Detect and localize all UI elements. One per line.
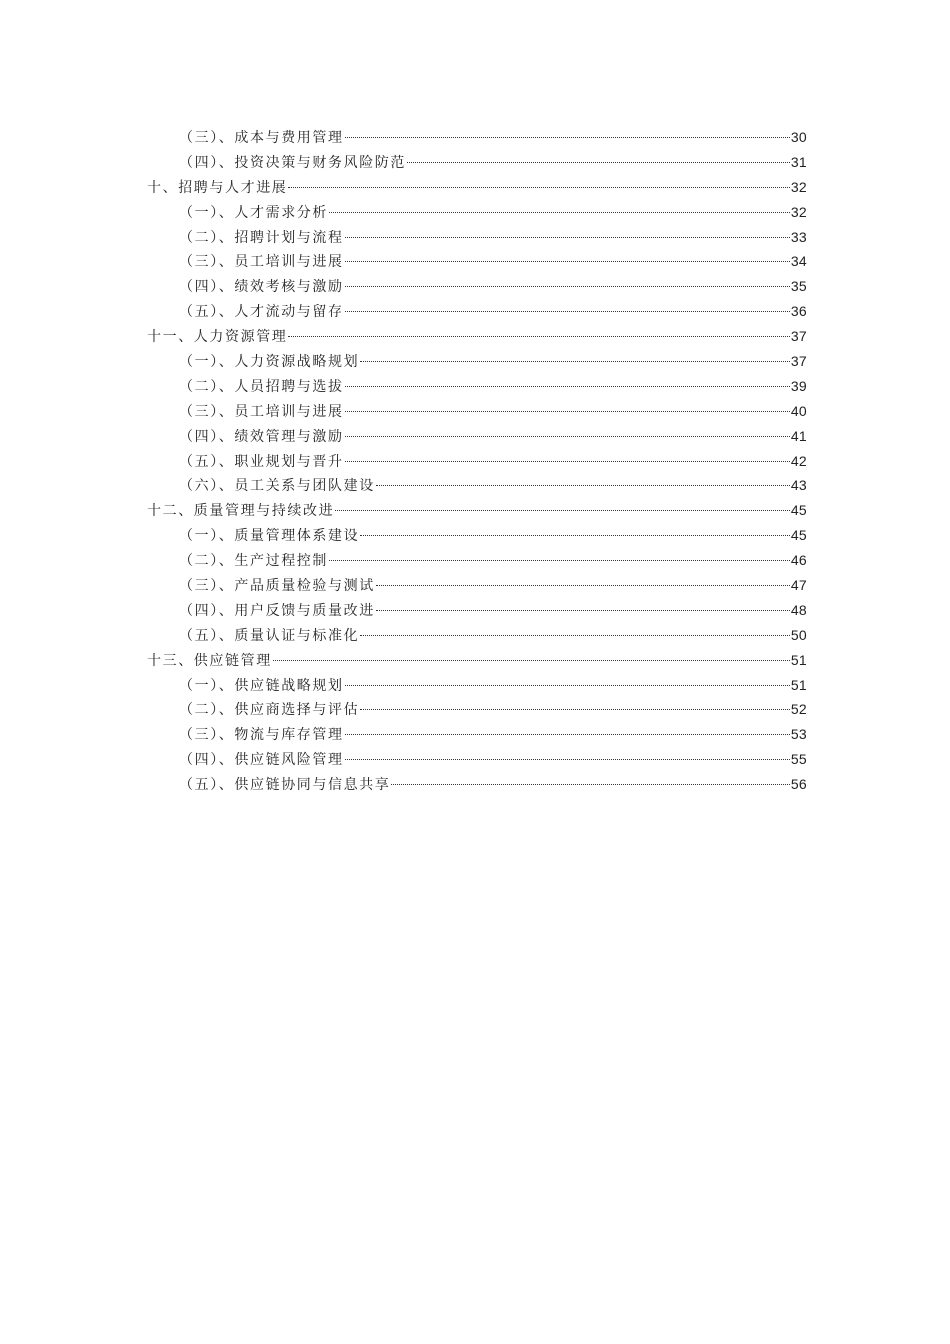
toc-dot-leader: [376, 610, 790, 611]
toc-entry-title: （二）、供应商选择与评估: [179, 702, 360, 719]
toc-dot-leader: [360, 709, 790, 710]
toc-section-entry[interactable]: [147, 349, 807, 374]
toc-entry-title: （四）、用户反馈与质量改进: [179, 602, 375, 619]
toc-dot-leader: [345, 386, 790, 387]
toc-page-number: 45: [790, 527, 807, 544]
toc-page-number: 51: [790, 651, 807, 668]
toc-section-entry[interactable]: [147, 274, 807, 299]
toc-page-number: 47: [790, 577, 807, 594]
toc-page-number: 39: [790, 377, 807, 394]
toc-dot-leader: [407, 162, 790, 163]
toc-page-number: 43: [790, 477, 807, 494]
toc-page-number: 32: [790, 178, 807, 195]
toc-section-entry[interactable]: [147, 374, 807, 399]
toc-entry-title: （一）、人才需求分析: [179, 204, 328, 221]
toc-chapter-entry[interactable]: [147, 175, 807, 200]
toc-section-entry[interactable]: [147, 548, 807, 573]
toc-entry-title: （一）、质量管理体系建设: [179, 528, 360, 545]
toc-entry-title: （二）、招聘计划与流程: [179, 229, 344, 246]
toc-section-entry[interactable]: [147, 747, 807, 772]
toc-entry-title: （五）、职业规划与晋升: [179, 453, 344, 470]
toc-page-number: 36: [790, 303, 807, 320]
toc-entry-title: （二）、人员招聘与选拔: [179, 378, 344, 395]
toc-page-number: 30: [790, 129, 807, 145]
toc-entry-title: （四）、投资决策与财务风险防范: [179, 154, 406, 171]
toc-entry-title: （五）、质量认证与标准化: [179, 627, 360, 644]
toc-page-number: 52: [790, 701, 807, 718]
toc-dot-leader: [273, 660, 790, 661]
toc-section-entry[interactable]: [147, 299, 807, 324]
toc-entry-title: （三）、员工培训与进展: [179, 254, 344, 271]
toc-page-number: 51: [790, 676, 807, 693]
toc-section-entry[interactable]: [147, 772, 807, 797]
toc-entry-title: （五）、供应链协同与信息共享: [179, 777, 391, 794]
toc-section-entry[interactable]: [147, 125, 807, 150]
toc-section-entry[interactable]: [147, 623, 807, 648]
toc-section-entry[interactable]: [147, 200, 807, 225]
toc-chapter-entry[interactable]: [147, 324, 807, 349]
toc-entry-title: （四）、绩效考核与激励: [179, 279, 344, 296]
toc-section-entry[interactable]: [147, 722, 807, 747]
toc-page-number: 37: [790, 353, 807, 370]
toc-entry-title: （六）、员工关系与团队建设: [179, 478, 375, 495]
toc-section-entry[interactable]: [147, 673, 807, 698]
toc-entry-title: （三）、成本与费用管理: [179, 130, 344, 146]
toc-page-number: 53: [790, 726, 807, 743]
toc-entry-title: （五）、人才流动与留存: [179, 304, 344, 321]
toc-dot-leader: [345, 461, 790, 462]
toc-page-number: 37: [790, 328, 807, 345]
toc-dot-leader: [345, 311, 790, 312]
toc-page-number: 40: [790, 402, 807, 419]
toc-section-entry[interactable]: [147, 573, 807, 598]
toc-section-entry[interactable]: [147, 598, 807, 623]
toc-section-entry[interactable]: [147, 424, 807, 449]
toc-dot-leader: [360, 535, 790, 536]
toc-page-number: 42: [790, 452, 807, 469]
toc-dot-leader: [345, 237, 790, 238]
toc-page-number: 35: [790, 278, 807, 295]
toc-section-entry[interactable]: [147, 449, 807, 474]
toc-page-number: 31: [790, 153, 807, 170]
toc-entry-title: （四）、绩效管理与激励: [179, 428, 344, 445]
table-of-contents: [147, 125, 807, 797]
toc-page-number: 41: [790, 427, 807, 444]
toc-dot-leader: [391, 784, 789, 785]
toc-chapter-entry[interactable]: [147, 498, 807, 523]
toc-page-number: 33: [790, 228, 807, 245]
toc-section-entry[interactable]: [147, 150, 807, 175]
toc-section-entry[interactable]: [147, 249, 807, 274]
toc-entry-title: （三）、产品质量检验与测试: [179, 578, 375, 595]
toc-dot-leader: [345, 734, 790, 735]
toc-dot-leader: [335, 510, 790, 511]
toc-page-number: 56: [790, 776, 807, 793]
toc-page-number: 50: [790, 626, 807, 643]
toc-dot-leader: [376, 485, 790, 486]
toc-entry-title: （四）、供应链风险管理: [179, 752, 344, 769]
toc-entry-title: 十三、供应链管理: [147, 652, 272, 669]
toc-dot-leader: [288, 187, 789, 188]
toc-dot-leader: [345, 286, 790, 287]
toc-dot-leader: [345, 436, 790, 437]
toc-dot-leader: [345, 261, 790, 262]
toc-entry-title: 十二、质量管理与持续改进: [147, 503, 335, 520]
toc-section-entry[interactable]: [147, 225, 807, 250]
toc-dot-leader: [360, 361, 790, 362]
toc-dot-leader: [329, 212, 790, 213]
toc-section-entry[interactable]: [147, 399, 807, 424]
toc-entry-title: （三）、员工培训与进展: [179, 403, 344, 420]
toc-page-number: 45: [790, 502, 807, 519]
toc-section-entry[interactable]: [147, 473, 807, 498]
toc-entry-title: （三）、物流与库存管理: [179, 727, 344, 744]
toc-entry-title: （一）、供应链战略规划: [179, 677, 344, 694]
toc-entry-title: （一）、人力资源战略规划: [179, 354, 360, 371]
toc-entry-title: （二）、生产过程控制: [179, 553, 328, 570]
toc-page-number: 34: [790, 253, 807, 270]
toc-entry-title: 十一、人力资源管理: [147, 329, 288, 346]
toc-chapter-entry[interactable]: [147, 648, 807, 673]
toc-dot-leader: [345, 411, 790, 412]
toc-dot-leader: [376, 585, 790, 586]
toc-dot-leader: [288, 336, 789, 337]
toc-dot-leader: [360, 635, 790, 636]
toc-dot-leader: [345, 685, 790, 686]
toc-section-entry[interactable]: [147, 697, 807, 722]
toc-dot-leader: [345, 759, 790, 760]
toc-page-number: 55: [790, 751, 807, 768]
toc-page-number: 32: [790, 203, 807, 220]
toc-dot-leader: [329, 560, 790, 561]
toc-entry-title: 十、招聘与人才进展: [147, 179, 288, 196]
toc-dot-leader: [345, 137, 790, 138]
toc-section-entry[interactable]: [147, 523, 807, 548]
toc-page-number: 48: [790, 601, 807, 618]
toc-page-number: 46: [790, 552, 807, 569]
